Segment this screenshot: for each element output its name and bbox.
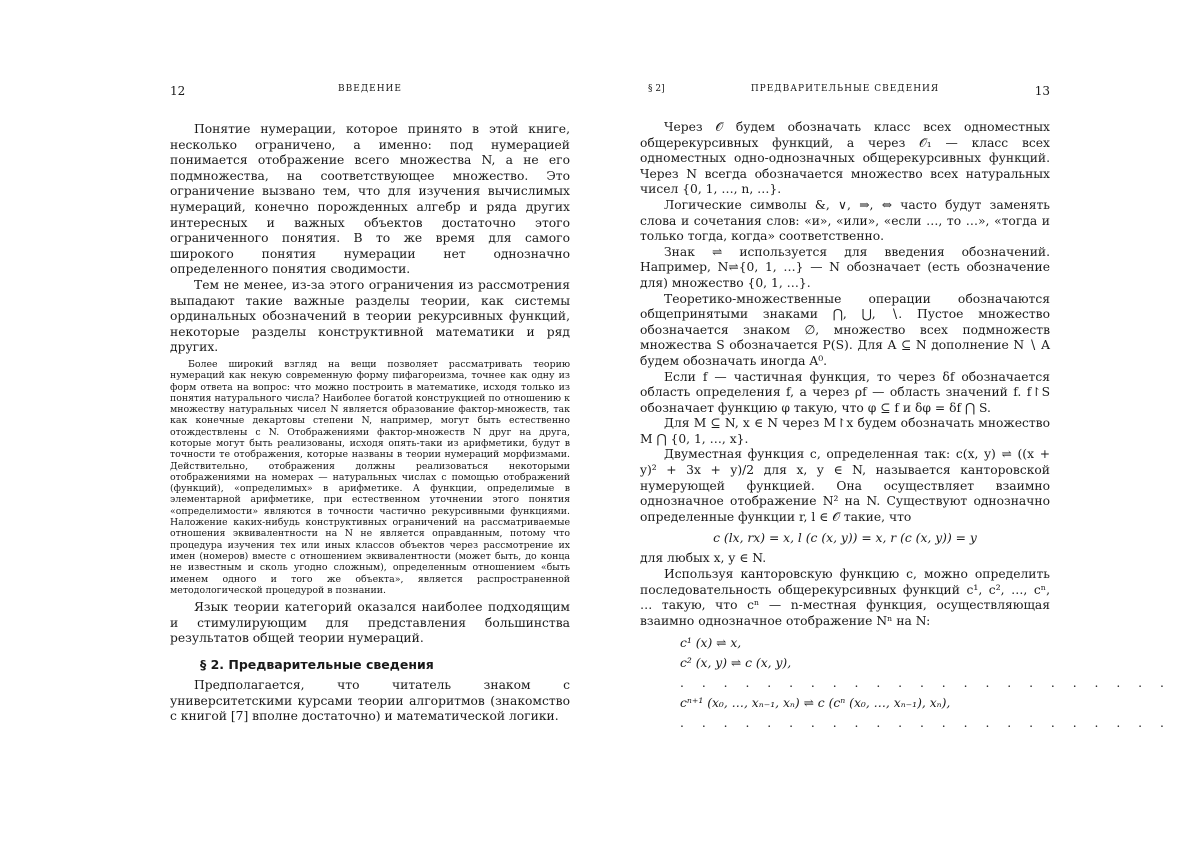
page-number: 13 <box>1034 84 1050 98</box>
paragraph: Предполагается, что читатель знаком с университетскими курсами теории алгоритмов (знакомство с книгой [7] вполне достаточно) и математической логики. <box>170 677 570 724</box>
left-page-body <box>170 122 570 725</box>
small-print-paragraph: Более широкий взгляд на вещи позволяет рассматривать теорию нумераций как некую современную форму пифагореизма, точнее как одну из форм ответа на вопрос: что можно построить в математике, исходя только из понятия натурального числа? Наиболее богатой конструкцией по отношению к множеству натуральных чисел N является образование фактор-множеств, так как конечные декартовы степени N, например, могут быть естественно отождествлены с N. Отображениями фактор-множеств N друг на друга, которые могут быть реализованы, исходя опять-таки из арифметики, будут в точности те отображения, которые названы в теории нумераций морфизмами. Действительно, отображения должны реализоваться некоторыми отображениями на номерах — натуральных числах с помощью отображений (функций), «определимых» в арифметике. А функции, определимые в элементарной арифметике, при естественном уточнении этого понятия «определимости» являются в точности частично рекурсивными функциями. Наложение каких-нибудь конструктивных ограничений на рассматриваемые отношения эквивалентности на N не является оправданным, потому что процедура изучения тех или иных классов объектов через рассмотрение их имен (номеров) вместе с отношением эквивалентности (может быть, до конца не известным и сколь угодно сложным), определенным отношением «быть именем одного и того же объекта», является распространенной методологической процедурой в познании. <box>170 358 570 596</box>
running-head: ВВЕДЕНИЕ <box>338 84 402 94</box>
paragraph: Теоретико-множественные операции обозначаются общепринятыми знаками ⋂, ⋃, ∖. Пустое множество обозначается знаком ∅, множество всех подмножеств множества S обозначается P(S). Для A ⊆ N дополнение N ∖ A будем обозначать иногда A⁰. <box>640 291 1050 368</box>
display-formula: c (lx, rx) = x, l (c (x, y)) = x, r (c (x, y)) = y <box>713 531 977 546</box>
paragraph: для любых x, y ∈ N. <box>640 551 767 566</box>
running-head: ПРЕДВАРИТЕЛЬНЫЕ СВЕДЕНИЯ <box>750 84 940 94</box>
left-page-header <box>170 84 570 100</box>
right-page <box>640 0 1171 848</box>
paragraph: Язык теории категорий оказался наиболее подходящим и стимулирующим для представления большинства результатов общей теории нумераций. <box>170 600 570 646</box>
formula-ellipsis-line: . . . . . . . . . . . . . . . . . . . . . . . <box>680 716 1171 731</box>
paragraph: Знак ⇌ используется для введения обозначений. Например, N⇌{0, 1, …} — N обозначает (есть обозначение для) множество {0, 1, …}. <box>640 244 1050 290</box>
paragraph: Тем не менее, из-за этого ограничения из рассмотрения выпадают такие важные разделы теории, как системы ординальных обозначений в теории рекурсивных функций, некоторые разделы конструктивной математики и ряд других. <box>170 277 570 355</box>
left-page <box>170 0 570 848</box>
paragraph: Используя канторовскую функцию c, можно определить последовательность общерекурсивных функций c¹, c², …, cⁿ, … такую, что cⁿ — n-местная функция, осуществляющая взаимно однозначное отображение Nⁿ на N: <box>640 567 1050 628</box>
formula-line: c¹ (x) ⇌ x, <box>680 636 742 651</box>
paragraph: Если f — частичная функция, то через δf обозначается область определения f, а через ρf — область значений f. f↾S обозначает функцию φ такую, что φ ⊆ f и δφ = δf ⋂ S. <box>640 369 1050 415</box>
formula-list <box>680 633 1171 733</box>
right-page-body <box>640 120 1171 733</box>
formula-ellipsis-line: . . . . . . . . . . . . . . . . . . . . . . . <box>680 676 1171 691</box>
paragraph: Через 𝒪 будем обозначать класс всех одноместных общерекурсивных функций, а через 𝒪₁ — класс всех одноместных одно-однозначных общерекурсивных функций. Через N всегда обозначается множество всех натуральных чисел {0, 1, …, n, …}. <box>640 120 1050 197</box>
right-page-header <box>640 84 1050 100</box>
formula-line: c² (x, y) ⇌ c (x, y), <box>680 656 792 671</box>
section-mark: § 2] <box>648 84 665 94</box>
page-number: 12 <box>170 84 186 98</box>
paragraph: Логические символы &, ∨, ⇒, ⇔ часто будут заменять слова и сочетания слов: «и», «или», «если …, то …», «тогда и только тогда, когда» соответственно. <box>640 197 1050 244</box>
section-heading: § 2. Предварительные сведения <box>200 656 434 672</box>
paragraph: Двуместная функция c, определенная так: c(x, y) ⇌ ((x + y)² + 3x + y)/2 для x, y ∈ N, называется канторовской нумерующей функцией. Она осуществляет взаимно однозначное отображение N² на N. Существуют однозначно определенные функции r, l ∈ 𝒪 такие, что <box>640 447 1050 524</box>
formula-line: cⁿ⁺¹ (x₀, …, xₙ₋₁, xₙ) ⇌ c (cⁿ (x₀, …, xₙ₋₁), xₙ), <box>680 696 951 711</box>
paragraph: Для M ⊆ N, x ∈ N через M↾x будем обозначать множество M ⋂ {0, 1, …, x}. <box>640 416 1050 446</box>
paragraph: Понятие нумерации, которое принято в этой книге, несколько ограничено, а именно: под нумерацией понимается отображение всего множества N, а не его подмножества, на соответствующее множество. Это ограничение вызвано тем, что для изучения вычислимых нумераций, конечно порожденных алгебр и ряда других интересных и важных объектов достаточно этого ограниченного понятия. В то же время для самого широкого понятия нумерации нет однозначно определенного понятия сводимости. <box>170 122 570 277</box>
